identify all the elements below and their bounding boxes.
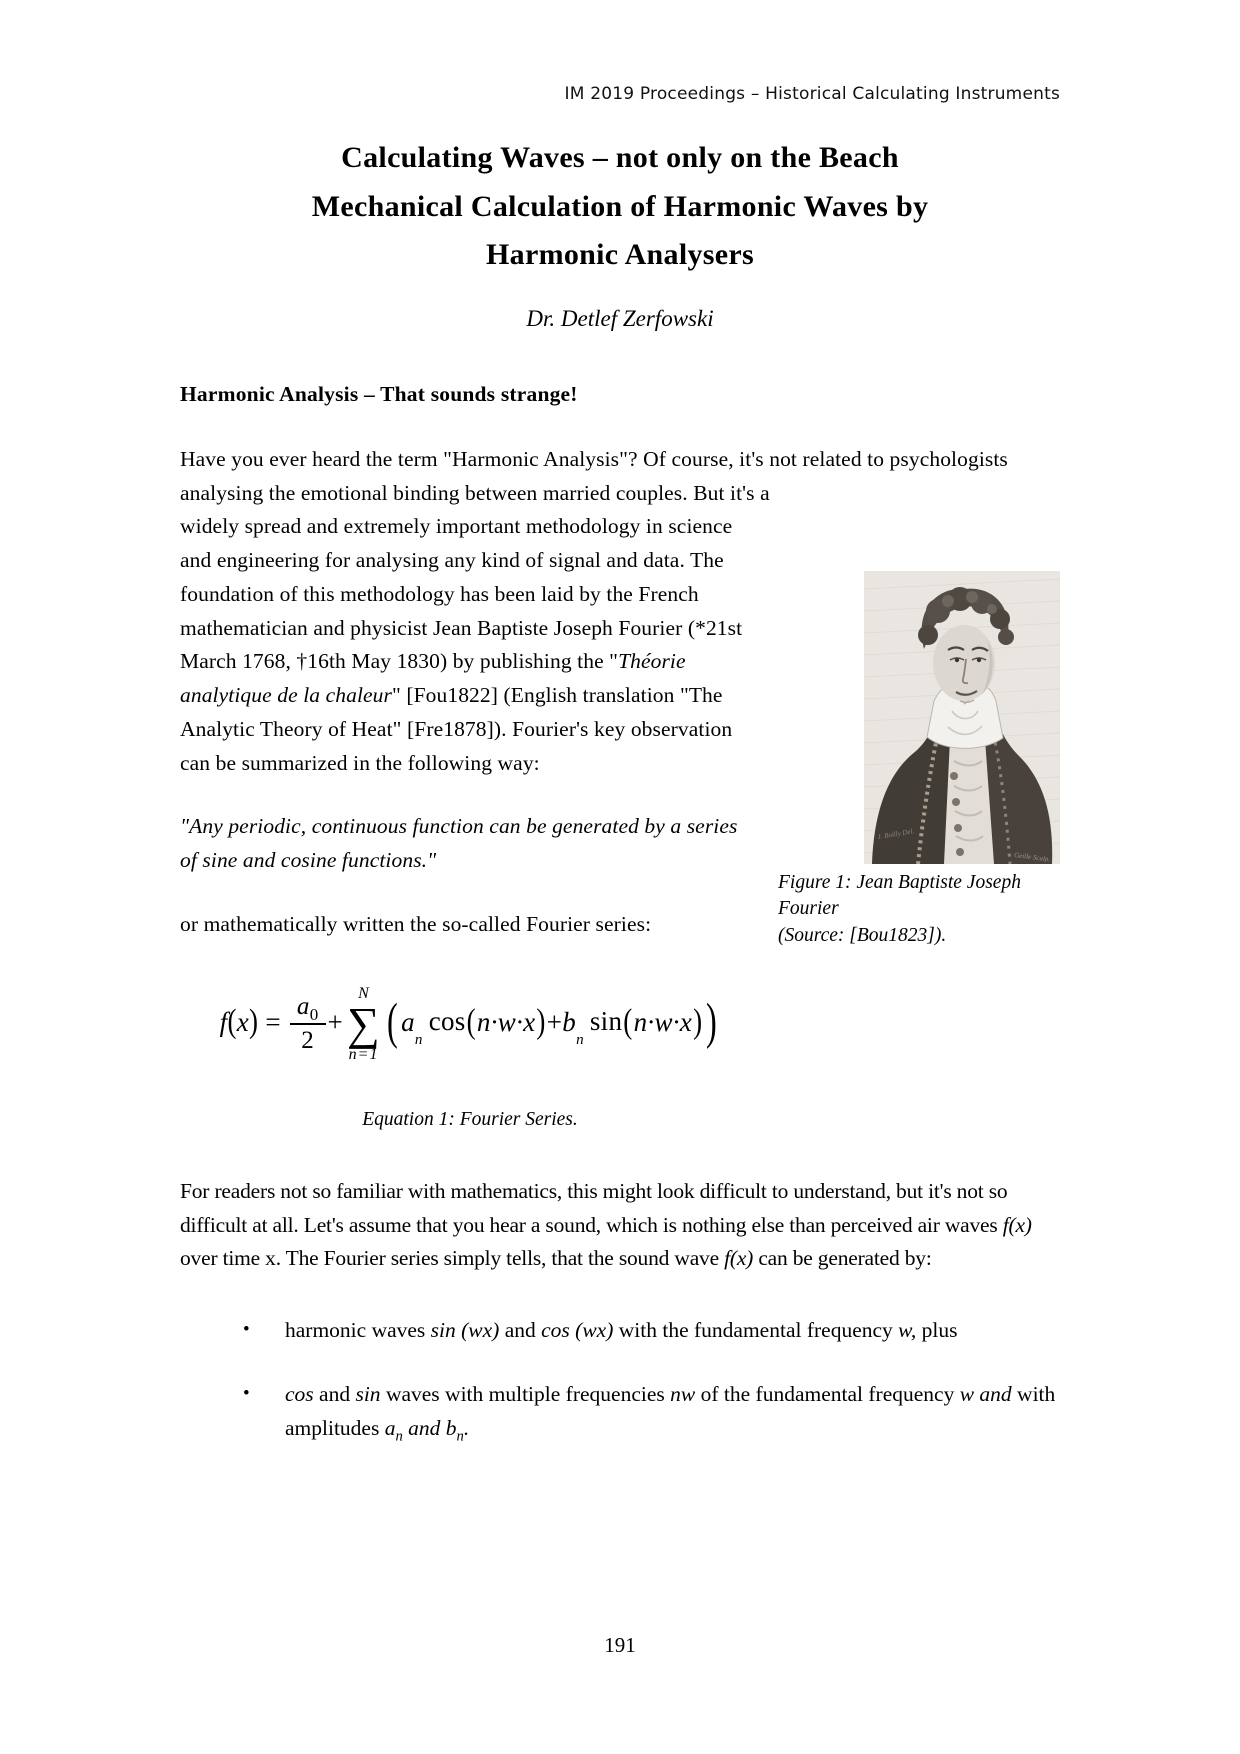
pupil-left [955,658,959,662]
running-header: IM 2019 Proceedings – Historical Calculating Instruments [564,84,1060,104]
sigma-symbol: ∑ [347,997,381,1049]
eq-x: x [236,1006,250,1037]
eq-rparen: ) [693,1001,703,1041]
fourier-portrait-image [778,514,1060,864]
engraver-signature-left: J. Boilly Del. [877,827,915,842]
coat-button [950,772,958,780]
paper-title [180,134,1060,280]
eq-arg2: n·w·x [633,1006,693,1037]
eq-coef-b: b [562,1006,577,1037]
figure-caption-line: Fourier [778,898,839,920]
paper-title-line-3: Harmonic Analysers [486,238,754,272]
eq-sum-lower: n=1 [348,1045,379,1063]
eq-plus: + [327,1006,344,1037]
text-with-figure [180,510,1060,1131]
paper-title-line-1: Calculating Waves – not only on the Beach [341,141,899,174]
eq-coef-a-sub: n [414,1031,423,1048]
eq-big-rparen: ) [706,993,718,1051]
pupil-right [977,658,981,662]
eq-big-lparen: ( [387,993,399,1051]
eq-coef-a: a [401,1006,415,1037]
hair-highlight [942,595,954,607]
section-heading: Harmonic Analysis – That sounds strange! [180,381,578,406]
eq-fraction-numerator: $a_0$ [290,994,326,1025]
readers-paragraph: For readers not so familiar with mathematics, this might look difficult to understand, but it's not so difficult at all. Let's assume that you hear a sound, which is nothing else than perceived air waves f(x) over time x. The Fourier series simply tells, that the sound wave f(x) can be generated by: [180,1178,1032,1271]
coat-button [952,798,960,806]
hair-curl [998,629,1014,645]
page-number: 191 [604,1633,636,1657]
eq-coef-b-sub: n [576,1031,584,1048]
engraver-signature-right: Geille Sculp. [1013,851,1051,864]
eq-sum-upper: N [358,984,370,1002]
fourier-engraving [864,571,1060,864]
bullet-item-2: • cos and sin waves with multiple frequencies nw of the fundamental frequency w and with amplitudes $a_n$ and $b_n$. [285,1378,1060,1446]
coat-button [954,824,962,832]
eq-summation [347,986,380,1063]
hair-highlight [966,591,978,603]
bullet-item-1: • harmonic waves sin (wx) and cos (wx) with the fundamental frequency w, plus [285,1314,1060,1348]
eq-arg1: n·w·x [476,1006,536,1037]
paper-title-line-2: Mechanical Calculation of Harmonic Waves by [311,189,929,223]
eq-rparen: ) [536,1001,546,1041]
eq-lparen: ( [227,1002,237,1041]
author-name: Dr. Detlef Zerfowski [526,305,714,331]
hair-curl [918,625,938,645]
intro-paragraph-start: Have you ever heard the term "Harmonic Analysis"? Of course, it's not related to psychologists analysing the emotional binding between married couples. But it's a [180,446,1008,505]
coat-button [956,848,964,856]
eq-fraction [290,994,326,1055]
equation-1-caption: Equation 1: Fourier Series. [362,1108,578,1130]
eq-cos: cos [428,1006,466,1037]
bullet-list [180,1314,1060,1445]
eq-fraction-denominator: 2 [301,1027,315,1055]
eq-plus: + [546,1006,563,1037]
figure-1-caption [778,870,1060,948]
hair-highlight [987,604,997,614]
figure-caption-line: Figure 1: Jean Baptiste Joseph [778,872,1021,894]
eq-lparen: ( [623,1001,633,1041]
eq-sin: sin [589,1006,623,1037]
equation-1 [180,986,760,1063]
fourier-quote: "Any periodic, continuous function can be generated by a series of sine and cosine functions." [180,814,738,873]
intro-paragraph-continued: widely spread and extremely important methodology in science and engineering for analysing any kind of signal and data. The foundation of this methodology has been laid by the French mathematician and physicist Jean Baptiste Joseph Fourier (*21st March 1768, †16th May 1830) by publishing the "Théorie analytique de la chaleur" [Fou1822] (English translation "The Analytic Theory of Heat" [Fre1878]). Fourier's key observation can be summarized in the following way: [180,514,743,775]
figure-caption-line: (Source: [Bou1823]). [778,924,947,946]
figure-1 [778,514,1060,948]
eq-rparen: ) [249,1002,259,1041]
eq-f: f [219,1006,228,1037]
eq-equals: = [265,1006,281,1037]
fourier-series-equation [220,986,721,1063]
equation-lead-in: or mathematically written the so-called Fourier series: [180,911,652,936]
eq-lparen: ( [466,1001,476,1041]
